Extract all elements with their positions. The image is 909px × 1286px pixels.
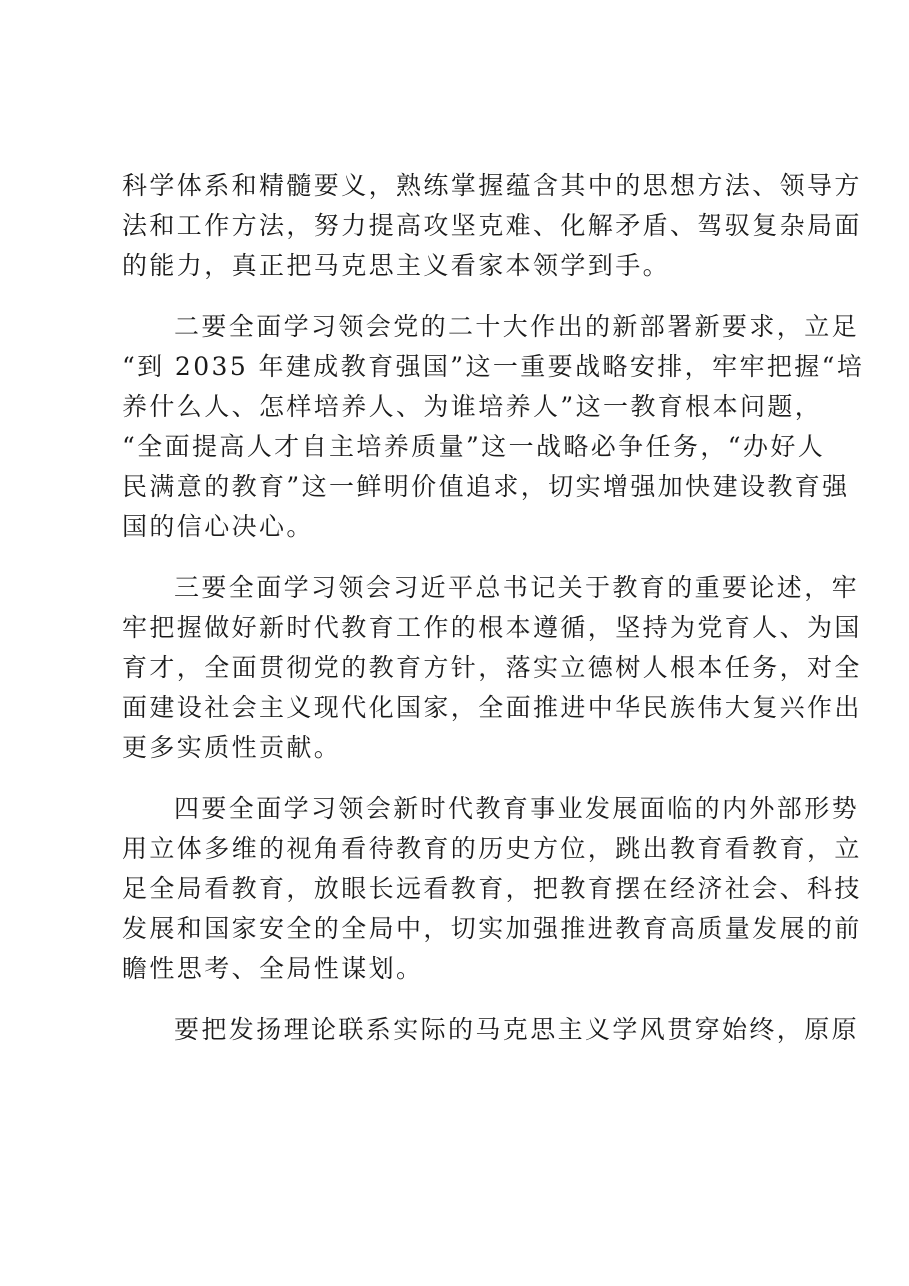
text-line: 足全局看教育，放眼长远看教育，把教育摆在经济社会、科技 — [122, 874, 862, 903]
text-line: 面建设社会主义现代化国家，全面推进中华民族伟大复兴作出 — [122, 693, 862, 722]
text-line: 牢把握做好新时代教育工作的根本遵循，坚持为党育人、为国 — [122, 613, 862, 642]
text-line: 民满意的教育”这一鲜明价值追求，切实增强加快建设教育强 — [122, 472, 850, 501]
text-line: “到 2035 年建成教育强国”这一重要战略安排，牢牢把握“培 — [122, 352, 865, 381]
text-line: 发展和国家安全的全局中，切实加强推进教育高质量发展的前 — [122, 914, 862, 943]
paragraph — [122, 568, 862, 768]
text-line: 育才，全面贯彻党的教育方针，落实立德树人根本任务，对全 — [122, 653, 862, 682]
text-line: 的能力，真正把马克思主义看家本领学到手。 — [122, 251, 671, 280]
text-line: 更多实质性贡献。 — [122, 733, 342, 762]
text-line: 三要全面学习领会习近平总书记关于教育的重要论述，牢 — [174, 573, 860, 602]
text-line: 二要全面学习领会党的二十大作出的新部署新要求，立足 — [174, 312, 860, 341]
text-line: 瞻性思考、全局性谋划。 — [122, 954, 424, 983]
text-line: 养什么人、怎样培养人、为谁培养人”这一教育根本问题， — [122, 392, 823, 421]
text-line: 要把发扬理论联系实际的马克思主义学风贯穿始终，原原 — [174, 1015, 860, 1044]
text-line: 国的信心决心。 — [122, 512, 314, 541]
paragraph — [122, 307, 865, 547]
paragraph — [122, 789, 862, 989]
paragraph — [122, 166, 862, 286]
text-line: 法和工作方法，努力提高攻坚克难、化解矛盾、驾驭复杂局面 — [122, 211, 862, 240]
text-line: 四要全面学习领会新时代教育事业发展面临的内外部形势 — [174, 794, 860, 823]
text-line: 科学体系和精髓要义，熟练掌握蕴含其中的思想方法、领导方 — [122, 171, 862, 200]
text-line: 用立体多维的视角看待教育的历史方位，跳出教育看教育，立 — [122, 834, 862, 863]
document-body — [122, 166, 865, 1050]
text-line: “全面提高人才自主培养质量”这一战略必争任务，“办好人 — [122, 432, 826, 461]
paragraph — [122, 1010, 860, 1050]
